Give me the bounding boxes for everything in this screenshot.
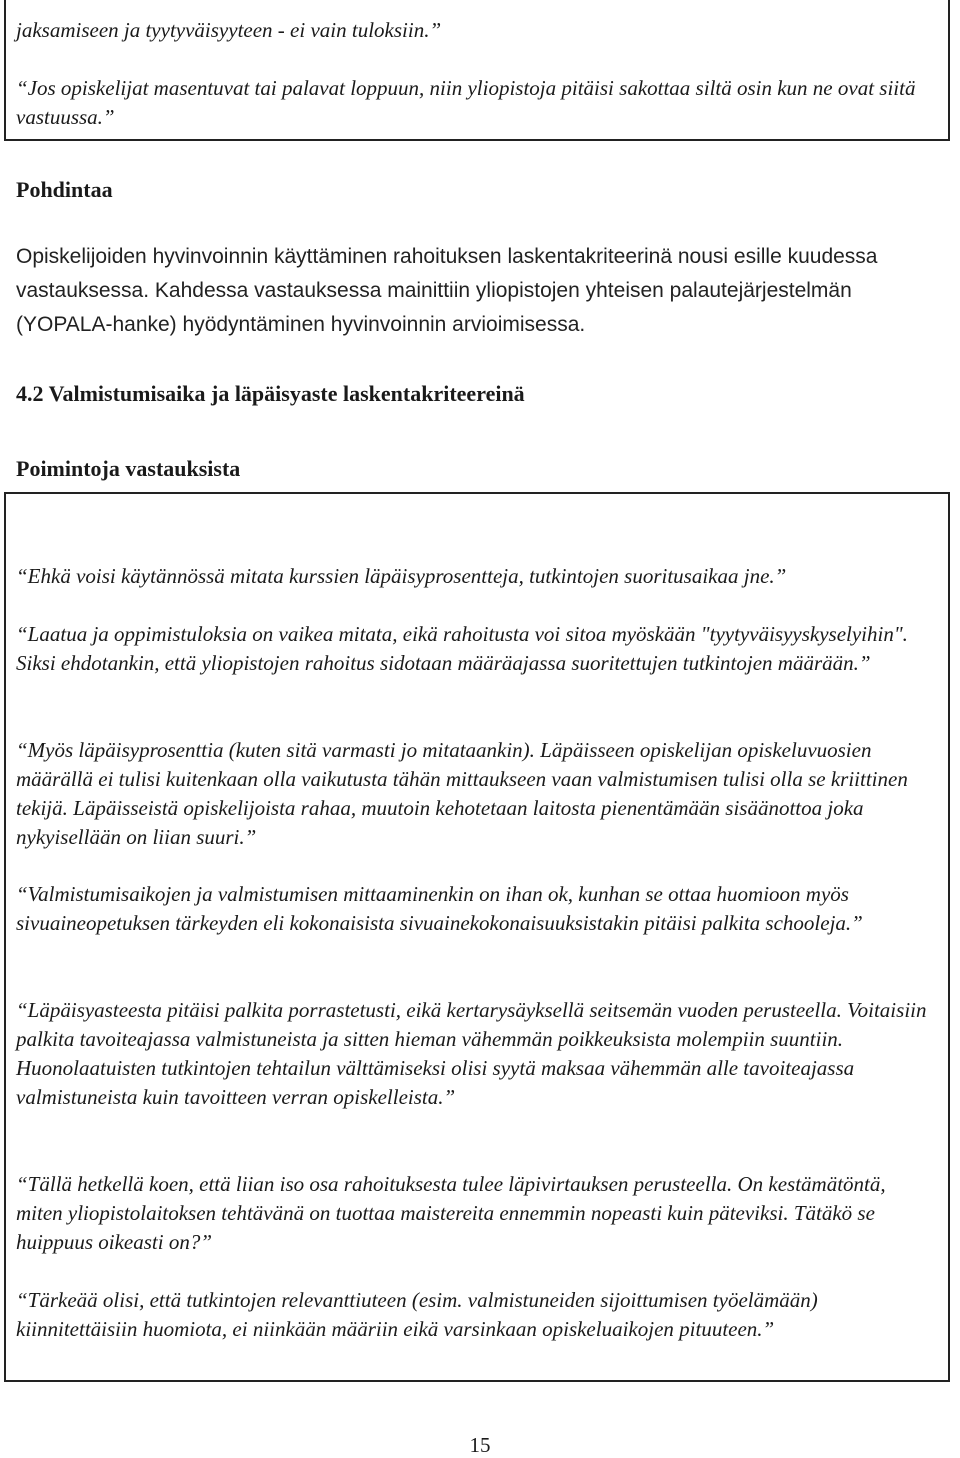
quote-text: “Laatua ja oppimistuloksia on vaikea mitata, eikä rahoitusta voi sitoa myöskään "tyytyväisyyskyselyihin". Siksi ehdotankin, että yliopistojen rahoitus sidotaan määräajassa suoritettujen tutkintojen määrään.” bbox=[16, 622, 908, 675]
section-heading: 4.2 Valmistumisaika ja läpäisyaste laskentakriteereinä bbox=[16, 381, 525, 406]
quote-text: “Valmistumisaikojen ja valmistumisen mittaaminenkin on ihan ok, kunhan se ottaa huomioon myös sivuaineopetuksen tärkeyden eli kokonaisista sivuainekokonaisuuksistakin pitäisi palkita schooleja.” bbox=[16, 882, 863, 935]
quote-text: “Jos opiskelijat masentuvat tai palavat loppuun, niin yliopistoja pitäisi sakottaa siltä osin kun ne ovat siitä vastuussa.” bbox=[16, 76, 916, 129]
quote-box-top bbox=[4, 0, 950, 141]
quote-text: “Myös läpäisyprosenttia (kuten sitä varmasti jo mitataankin). Läpäisseen opiskelijan opiskeluvuosien määrällä ei tulisi kuitenkaan olla vaikutusta tähän mittaukseen vaan valmistumisen tulisi olla se kriittinen tekijä. Läpäisseistä opiskelijoista rahaa, muutoin kehotetaan laitosta pienentämään sisäänottoa joka nykyisellään on liian suuri.” bbox=[16, 738, 908, 849]
page-number: 15 bbox=[469, 1433, 491, 1457]
sub-heading: Poimintoja vastauksista bbox=[16, 456, 241, 481]
quote-text: jaksamiseen ja tyytyväisyyteen - ei vain tuloksiin.” bbox=[16, 18, 442, 42]
quote-text: “Läpäisyasteesta pitäisi palkita porrastetusti, eikä kertarysäyksellä seitsemän vuoden perusteella. Voitaisiin palkita tavoiteajassa valmistuneista ja sitten hieman vähemmän poikkeuksista molempiin suuntiin. Huonolaatuisten tutkintojen tehtailun välttämiseksi olisi syytä maksaa vähemmän alle tavoiteajassa valmistuneista kuin tavoitteen verran opiskelleista.” bbox=[16, 998, 927, 1109]
quote-text: “Tällä hetkellä koen, että liian iso osa rahoituksesta tulee läpivirtauksen perusteella. On kestämätöntä, miten yliopistolaitoksen tehtävänä on tuottaa maistereita ennemmin nopeasti kuin päteviksi. Tätäkö se huippuus oikeasti on?” bbox=[16, 1172, 886, 1254]
quote-text: “Ehkä voisi käytännössä mitata kurssien läpäisyprosentteja, tutkintojen suoritusaikaa jne.” bbox=[16, 564, 787, 588]
quote-box bbox=[4, 492, 950, 1382]
quote-text: “Tärkeää olisi, että tutkintojen relevanttiuteen (esim. valmistuneiden sijoittumisen työelämään) kiinnitettäisiin huomiota, ei niinkään määriin eikä varsinkaan opiskeluaikojen pituuteen.” bbox=[16, 1288, 818, 1341]
section-heading-reflection: Pohdintaa bbox=[16, 177, 113, 202]
reflection-paragraph: Opiskelijoiden hyvinvoinnin käyttäminen rahoituksen laskentakriteerinä nousi esille kuudessa vastauksessa. Kahdessa vastauksessa mainittiin yliopistojen yhteisen palautejärjestelmän (YOPALA-hanke) hyödyntäminen hyvinvoinnin arvioimisessa. bbox=[16, 245, 878, 336]
